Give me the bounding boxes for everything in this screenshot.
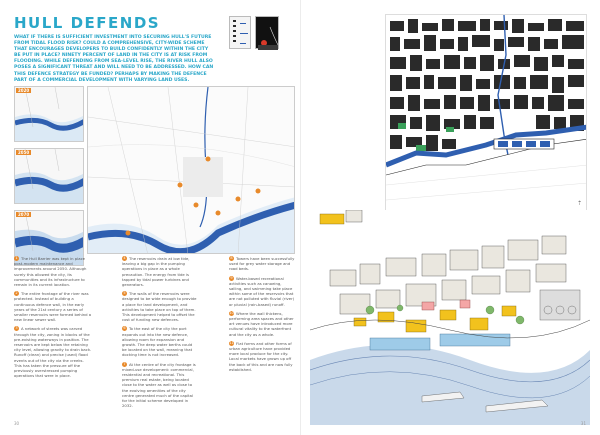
- item-number: 9: [230, 275, 233, 280]
- city-flood-map: [87, 86, 295, 254]
- aerial-sketch-illustration: [310, 210, 590, 425]
- year-label: 2070: [18, 212, 30, 217]
- item-number: 10: [229, 310, 234, 315]
- numbered-paragraph: 3 A network of streets was carved through the city, zoning in blocks of the pre-existing waterways in position. The reservoirs are kept below the retaining city level, allowing gravity to drain back. Runoff (clean) and precise (used) flood events out of the city via the creeks. This has taken the pressure off the previously overstressed pumping operations that were in place.: [14, 326, 92, 379]
- numbered-paragraph: 10 Where the wall thickens, performing area spaces and other art venues have introduced more cultural vitality to the waterfront and the city as a whole.: [229, 310, 294, 337]
- legend-thumbnail-dark: [255, 16, 279, 49]
- page-number-left: 30: [14, 421, 20, 426]
- page-title: HULL DEFENDS: [14, 14, 161, 32]
- item-number: 6: [123, 326, 126, 331]
- numbered-paragraph: 9 Water-based recreational activities such as canoeing, sailing, and swimming take place within some of the reservoirs that are not polluted with fluvial (river) or pluvial (rain-based) runoff.: [229, 275, 295, 307]
- text-column-3: [229, 256, 295, 376]
- page-number-right: 31: [580, 421, 586, 426]
- numbered-paragraph: 2 The entire frontage of the river was protected. Instead of building a continuous defence wall, in the early years of the 21st century a series of smaller reservoirs were formed behind a new linear sewer wall.: [14, 291, 92, 323]
- item-number: 11: [229, 340, 234, 345]
- item-number: 3: [15, 326, 18, 331]
- year-label: 2020: [18, 88, 30, 93]
- text-column-1: [14, 256, 92, 382]
- numbered-paragraph: 1 The Hull Barrier was kept in place post-modern maintenance and improvements around 2050. Although surely this allowed the city, its communities and its infrastructure to remain in its current location.: [14, 256, 87, 288]
- year-label: 2050: [18, 150, 30, 155]
- intro-text: WHAT IF THERE IS SUFFICIENT INVESTMENT INTO SECURING HULL'S FUTURE FROM TIDAL FLOOD RISK? COULD A COMPREHENSIVE, CITY-WIDE SCHEME THAT ENCOURAGES DEVELOPERS TO BUILD CONFIDENTLY WITHIN THE CITY BE PUT IN PLACE? NINETY PERCENT OF LAND IN THE CITY IS AT RISK FROM FLOODING. WHILE DEFENDING FROM SEA-LEVEL RISE, THE RIVER HULL ALSO POSES A SIGNIFICANT THREAT AND WILL NEED TO BE ADDRESSED. HOW CAN THIS DEFENCE STRATEGY BE FUNDED? PERHAPS BY MAKING THE DEFENCE PART OF A COMMERCIAL DEVELOPMENT WITH VARYING LAND USES.: [14, 35, 214, 83]
- page-gutter: [300, 0, 301, 435]
- numbered-paragraph: 8 Towers have been successfully used for grey water storage and road beds.: [229, 256, 295, 272]
- item-number: 2: [15, 291, 18, 296]
- item-number: 1: [15, 256, 18, 260]
- flood-map-2: [14, 148, 84, 204]
- numbered-paragraph: 5 The walls of the reservoirs were designed to be wide enough to provide a place for land development, and activities to take place on top of them. This development helped to offset the cost of funding new defences.: [122, 291, 197, 323]
- figure-ground-plan: [385, 14, 587, 212]
- item-number: 7: [123, 361, 126, 366]
- numbered-paragraph: 6 To the east of the city the port expands out into the new defence, allowing room for expansion and growth. The deep water berths could be located on the wall, meaning that docking time is not increased.: [122, 326, 193, 358]
- item-number: 8: [230, 256, 233, 260]
- north-arrow-icon: ⇡: [576, 200, 582, 207]
- numbered-paragraph: 11 Flat forms and other forms of urban agriculture have provided more local produce for the city. Local markets have grown up off the back of this and are now fully established.: [229, 340, 293, 372]
- item-number: 4: [123, 256, 126, 260]
- item-number: 5: [123, 291, 126, 296]
- numbered-paragraph: 4 The reservoirs drain at low tide, leaving a big gap in the pumping operations in place as a whole precaution. The energy from tide is tapped by tidal power turbines and generators.: [122, 256, 190, 288]
- legend-thumbnail-light: [229, 16, 251, 49]
- numbered-paragraph: 7 At the centre of the city frontage is mixed-use development: commercial, residential and recreational. This premium real estate, being located close to the water as well as close to the evolving amenities of the city centre generated much of the capital for the initial scheme developed in 2032.: [122, 361, 196, 409]
- flood-map-1: [14, 86, 84, 142]
- text-column-2: [122, 256, 197, 412]
